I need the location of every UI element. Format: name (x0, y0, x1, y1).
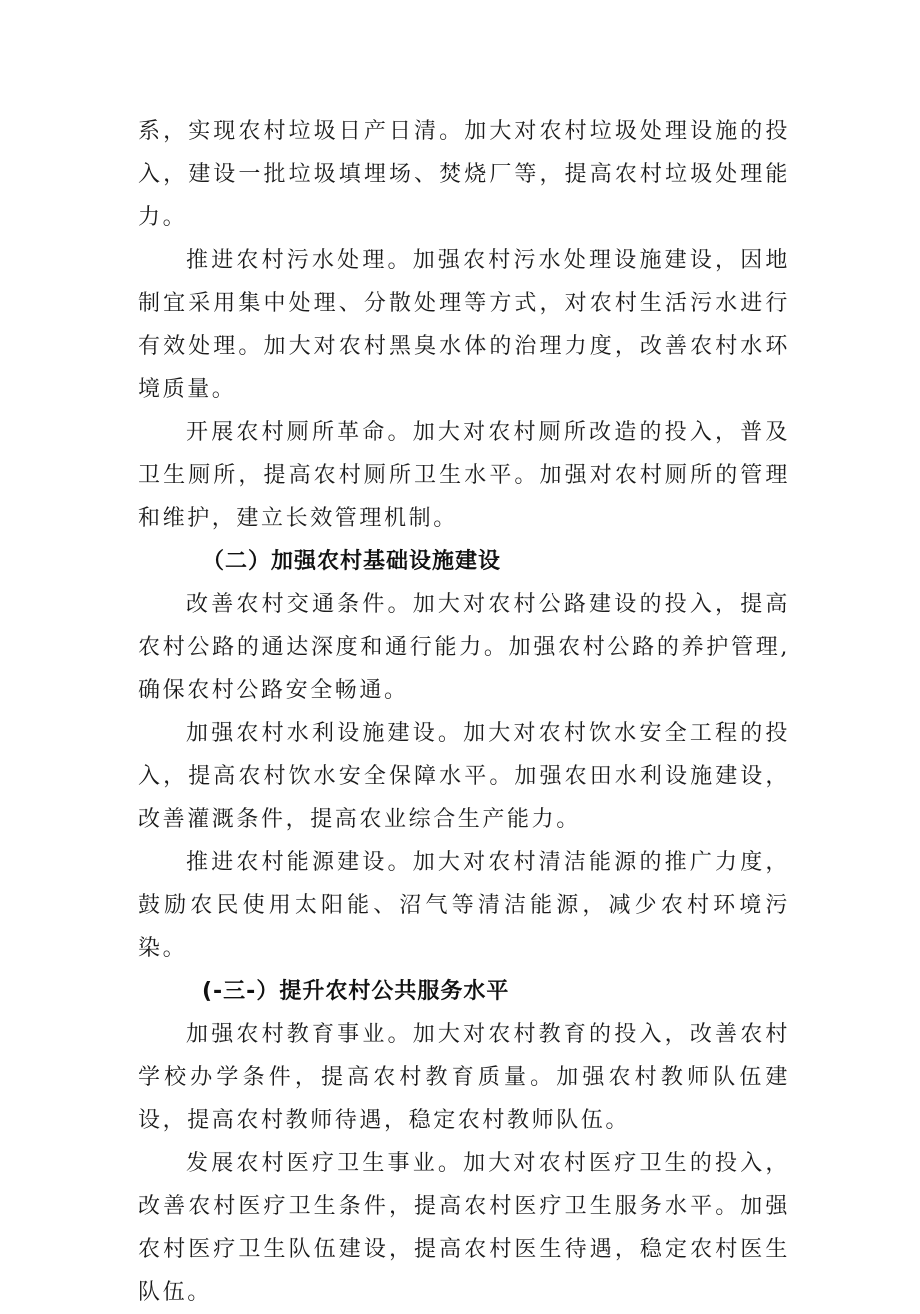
section-heading-infrastructure: （二）加强农村基础设施建设 (202, 549, 502, 574)
paragraph-sewage-treatment: 推进农村污水处理。加强农村污水处理设施建设，因地制宜采用集中处理、分散处理等方式，对农村生活污水进行有效处理。加大对农村黑臭水体的治理力度，改善农村水环境质量。 (138, 248, 790, 402)
paragraph-education: 加强农村教育事业。加大对农村教育的投入，改善农村学校办学条件，提高农村教育质量。加强农村教师队伍建设，提高农村教师待遇，稳定农村教师队伍。 (138, 1022, 790, 1133)
paragraph-garbage-cleanup: 系，实现农村垃圾日产日清。加大对农村垃圾处理设施的投入，建设一批垃圾填埋场、焚烧厂等，提高农村垃圾处理能力。 (138, 119, 790, 230)
document-body (138, 110, 790, 1314)
section-heading-public-services: (-三-）提升农村公共服务水平 (202, 979, 510, 1004)
paragraph-toilet-revolution: 开展农村厕所革命。加大对农村厕所改造的投入，普及卫生厕所，提高农村厕所卫生水平。加强对农村厕所的管理和维护，建立长效管理机制。 (138, 420, 790, 531)
paragraph-energy: 推进农村能源建设。加大对农村清洁能源的推广力度，鼓励农民使用太阳能、沼气等清洁能源，减少农村环境污染。 (138, 850, 790, 961)
paragraph-transport: 改善农村交通条件。加大对农村公路建设的投入，提高农村公路的通达深度和通行能力。加强农村公路的养护管理,确保农村公路安全畅通。 (138, 592, 790, 703)
paragraph-water-conservancy: 加强农村水利设施建设。加大对农村饮水安全工程的投入，提高农村饮水安全保障水平。加强农田水利设施建设，改善灌溉条件，提高农业综合生产能力。 (138, 721, 790, 832)
paragraph-healthcare: 发展农村医疗卫生事业。加大对农村医疗卫生的投入，改善农村医疗卫生条件，提高农村医疗卫生服务水平。加强农村医疗卫生队伍建设，提高农村医生待遇，稳定农村医生队伍。 (138, 1151, 790, 1305)
